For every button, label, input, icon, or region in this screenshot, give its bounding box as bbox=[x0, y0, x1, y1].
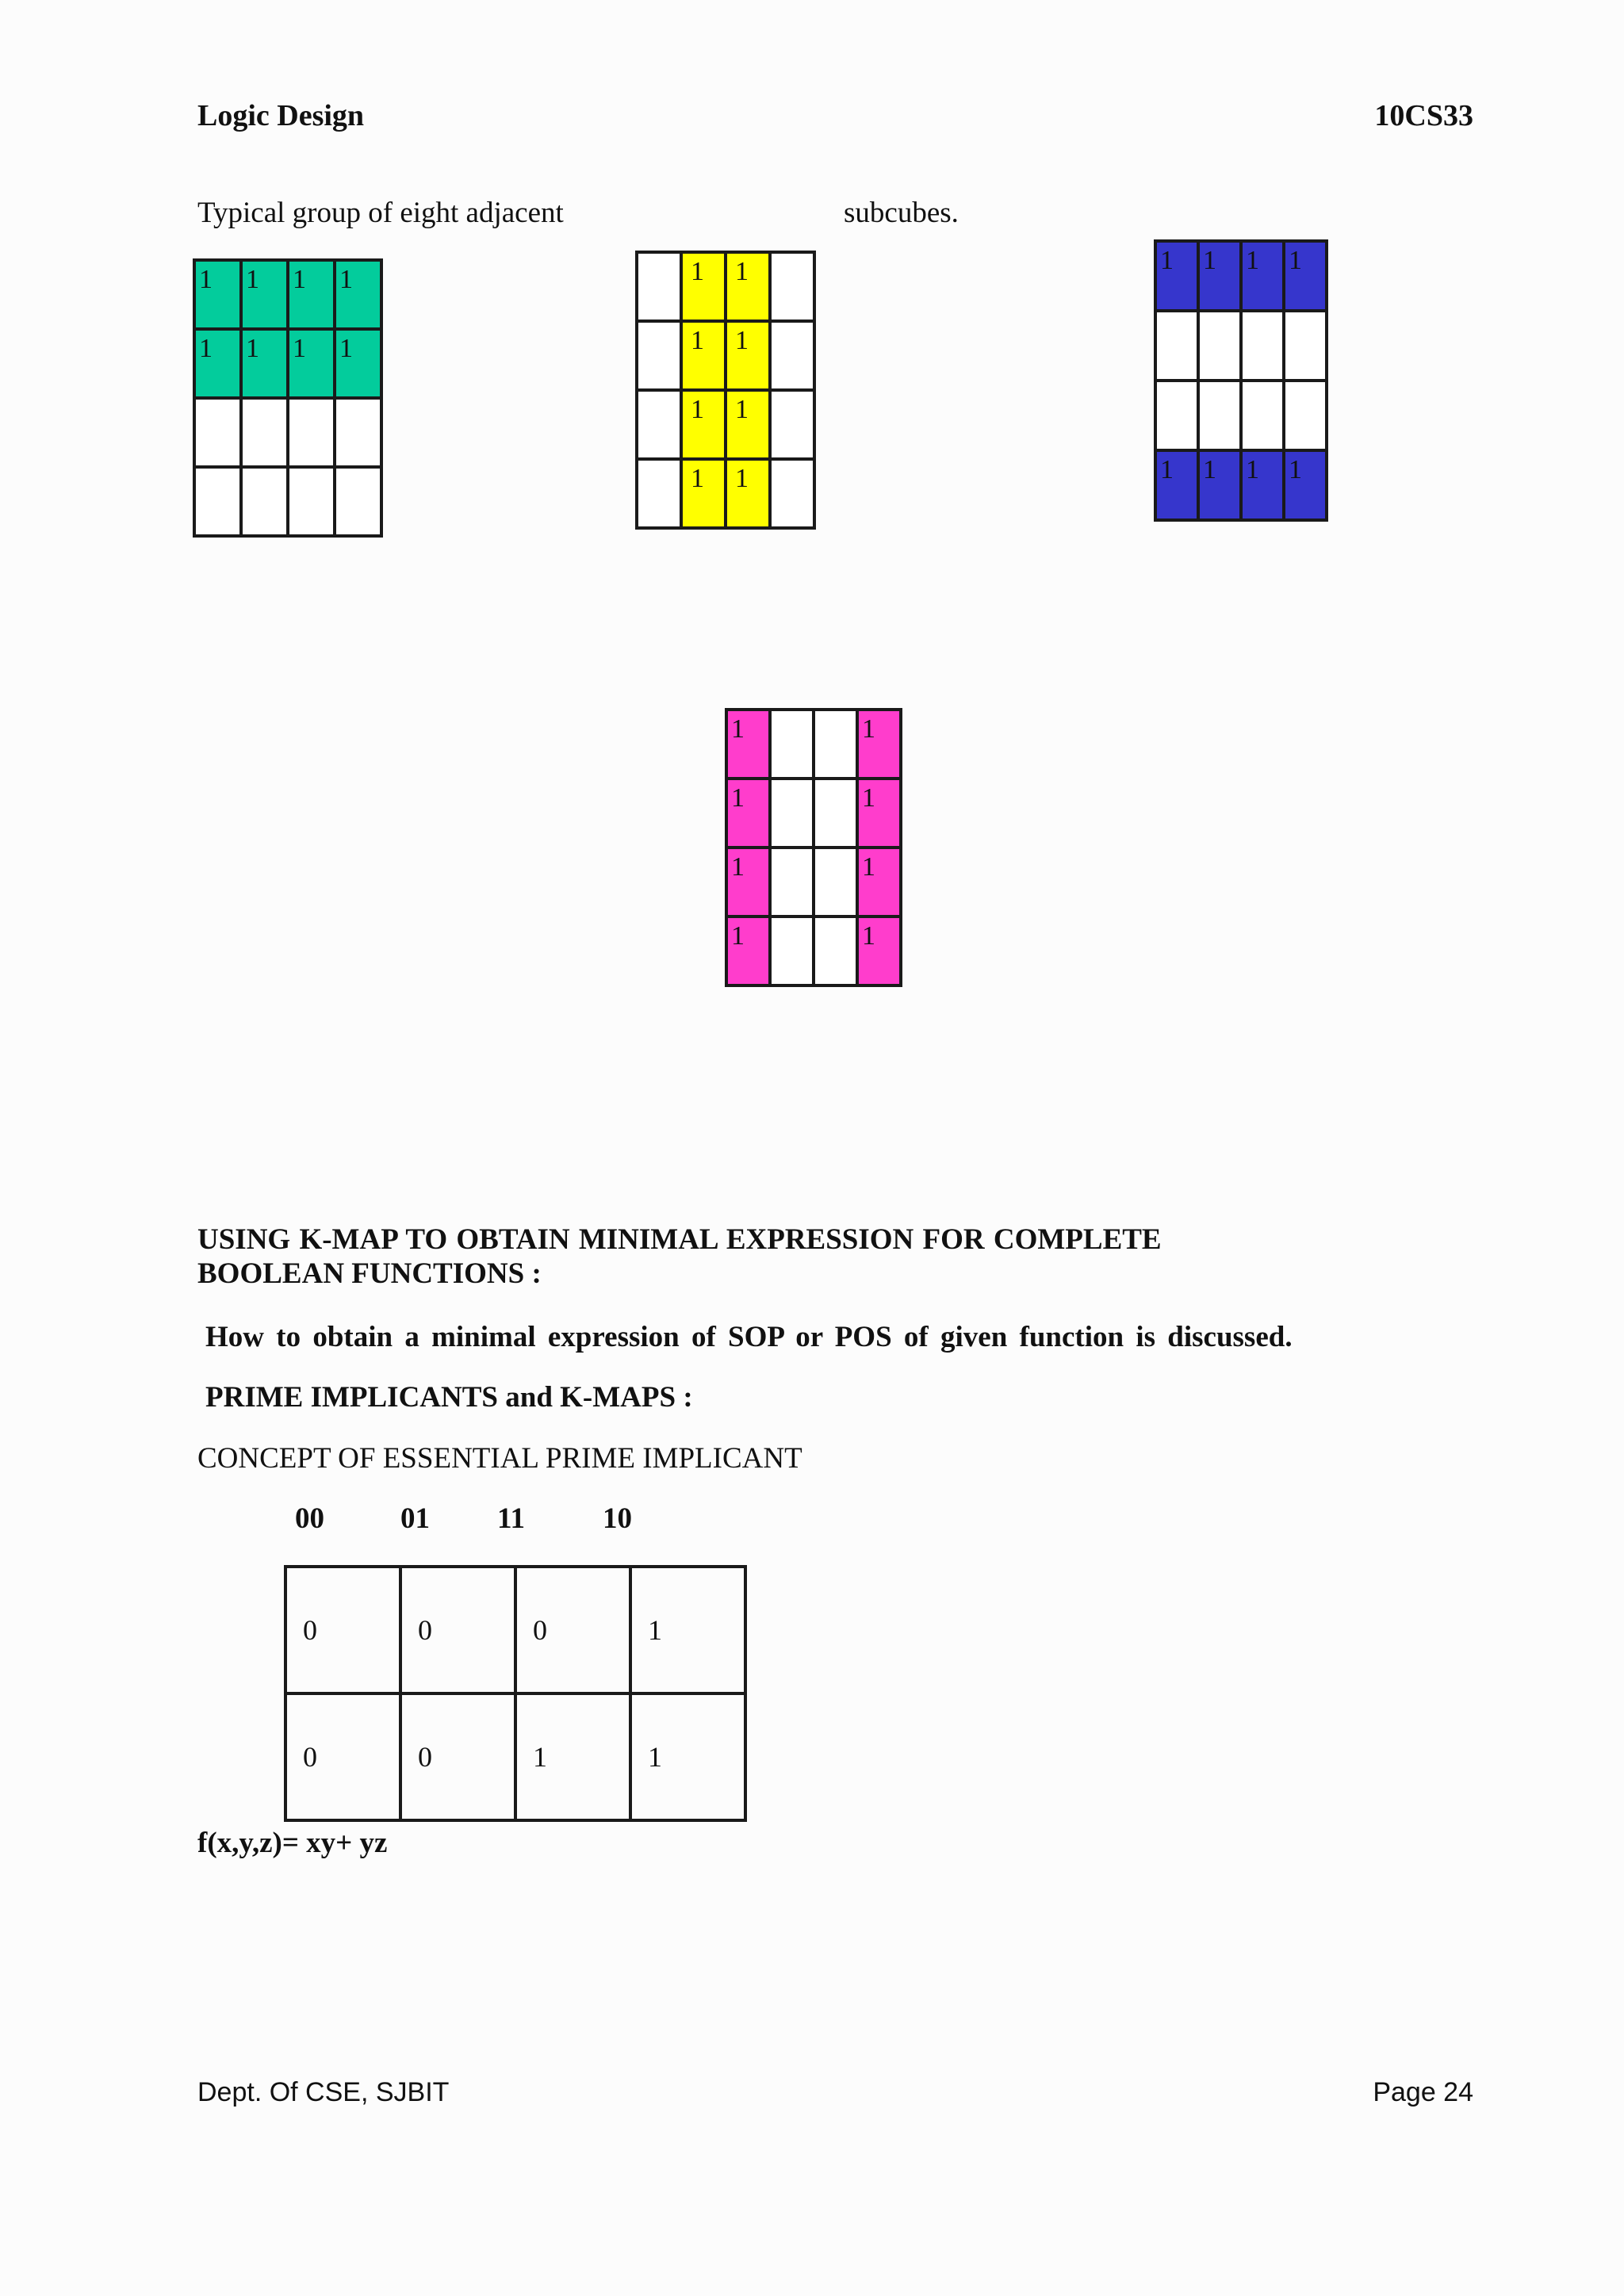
kmap-row bbox=[726, 916, 901, 985]
kmap-row bbox=[285, 1693, 745, 1820]
kmap-cell-value bbox=[638, 461, 680, 465]
kmap-cell-one bbox=[194, 260, 241, 329]
kmap-cell-one bbox=[194, 329, 241, 398]
kmap-cell-empty bbox=[1155, 311, 1198, 381]
kmap-cell-value bbox=[1200, 312, 1239, 317]
kmap-cell-value: 1 bbox=[339, 334, 353, 363]
kmap-cell-value bbox=[772, 849, 812, 854]
kmap-cell-empty bbox=[770, 848, 814, 916]
kmap-cell-value bbox=[815, 849, 856, 854]
kmap-cell-value bbox=[772, 254, 813, 258]
kmap-col-label: 00 bbox=[295, 1502, 324, 1535]
kmap-cell-value: 1 bbox=[691, 395, 704, 424]
kmap-cell-empty bbox=[637, 390, 681, 459]
intro-text-continued: subcubes. bbox=[844, 197, 959, 229]
kmap-cell-one bbox=[726, 916, 770, 985]
kmap-cell-value bbox=[243, 400, 286, 404]
section-subheading: PRIME IMPLICANTS and K-MAPS : bbox=[205, 1381, 693, 1414]
kmap-grid bbox=[284, 1565, 747, 1822]
kmap-cell-one bbox=[726, 848, 770, 916]
kmap-cell-value bbox=[1200, 382, 1239, 387]
kmap-cell-value: 1 bbox=[731, 783, 745, 813]
kmap-cell-value: 1 bbox=[1203, 455, 1216, 484]
kmap-cell bbox=[630, 1693, 745, 1820]
kmap-cell-value: 1 bbox=[731, 921, 745, 951]
green-subcube-map bbox=[193, 258, 383, 538]
blue-subcube-map bbox=[1154, 239, 1328, 522]
section-heading-line2: BOOLEAN FUNCTIONS : bbox=[197, 1257, 542, 1290]
course-code: 10CS33 bbox=[1374, 99, 1473, 132]
section-description: How to obtain a minimal expression of SOP or POS of given function is discussed. bbox=[205, 1321, 1293, 1353]
kmap-cell-value: 0 bbox=[533, 1614, 547, 1646]
kmap-cell-one bbox=[726, 252, 770, 321]
kmap-cell-value: 0 bbox=[418, 1614, 432, 1646]
kmap-cell bbox=[400, 1693, 515, 1820]
kmap-cell-empty bbox=[770, 710, 814, 779]
kmap-cell-empty bbox=[288, 467, 335, 536]
kmap-cell-empty bbox=[1241, 381, 1284, 450]
kmap-cell-value: 1 bbox=[648, 1741, 662, 1773]
kmap-cell-value: 1 bbox=[731, 714, 745, 744]
kmap-cell-value: 1 bbox=[246, 265, 259, 294]
kmap-cell-value: 1 bbox=[246, 334, 259, 363]
kmap-cell-one bbox=[726, 779, 770, 848]
kmap-cell-value bbox=[1157, 382, 1197, 387]
kmap-cell-value bbox=[243, 469, 286, 473]
kmap-cell-value: 1 bbox=[735, 464, 749, 493]
kmap-cell-empty bbox=[770, 779, 814, 848]
kmap-cell-one bbox=[1198, 241, 1241, 311]
kmap-row bbox=[194, 260, 381, 329]
kmap-cell-empty bbox=[241, 398, 288, 467]
kmap-cell-value: 1 bbox=[648, 1614, 662, 1646]
kmap-cell-one bbox=[857, 916, 901, 985]
kmap-cell-empty bbox=[770, 459, 814, 528]
pink-subcube-map bbox=[725, 708, 902, 987]
kmap-cell-value bbox=[1243, 382, 1282, 387]
kmap-cell-empty bbox=[814, 916, 857, 985]
kmap-cell-value: 1 bbox=[1160, 246, 1174, 275]
kmap-cell-value: 1 bbox=[293, 334, 306, 363]
kmap-cell-value bbox=[815, 780, 856, 785]
kmap-cell-value bbox=[336, 400, 380, 404]
kmap-row bbox=[194, 467, 381, 536]
kmap-cell-value bbox=[1285, 382, 1325, 387]
footer-department: Dept. Of CSE, SJBIT bbox=[197, 2077, 450, 2107]
kmap-cell-value: 0 bbox=[418, 1741, 432, 1773]
kmap-cell-empty bbox=[288, 398, 335, 467]
document-title: Logic Design bbox=[197, 99, 365, 132]
kmap-cell-value: 1 bbox=[1289, 455, 1302, 484]
kmap-row bbox=[726, 848, 901, 916]
kmap-cell-value: 1 bbox=[339, 265, 353, 294]
kmap-row bbox=[1155, 311, 1327, 381]
kmap-cell-value: 1 bbox=[862, 852, 875, 882]
kmap-cell-value bbox=[289, 469, 333, 473]
kmap-cell-one bbox=[681, 252, 726, 321]
kmap-row bbox=[637, 459, 814, 528]
kmap-cell-value: 1 bbox=[199, 334, 213, 363]
kmap-cell-empty bbox=[814, 710, 857, 779]
kmap-cell-one bbox=[335, 329, 381, 398]
kmap-cell-one bbox=[288, 260, 335, 329]
kmap-row bbox=[1155, 381, 1327, 450]
boolean-expression: f(x,y,z)= xy+ yz bbox=[197, 1827, 388, 1859]
kmap-cell-value bbox=[772, 711, 812, 716]
kmap-cell-value: 1 bbox=[1160, 455, 1174, 484]
kmap-cell-empty bbox=[1198, 381, 1241, 450]
kmap-cell-one bbox=[726, 321, 770, 390]
kmap-cell-empty bbox=[770, 321, 814, 390]
footer-page-number: Page 24 bbox=[1373, 2077, 1473, 2107]
kmap-cell-one bbox=[726, 459, 770, 528]
kmap-row bbox=[726, 779, 901, 848]
kmap-cell-value bbox=[772, 461, 813, 465]
kmap-cell-one bbox=[1155, 241, 1198, 311]
kmap-cell-empty bbox=[1241, 311, 1284, 381]
kmap-cell-value bbox=[336, 469, 380, 473]
kmap-cell-one bbox=[241, 329, 288, 398]
kmap-cell-one bbox=[857, 779, 901, 848]
section-heading-line1: USING K-MAP TO OBTAIN MINIMAL EXPRESSION FOR COMPLETE bbox=[197, 1223, 1162, 1256]
kmap-cell-value bbox=[289, 400, 333, 404]
kmap-cell-value: 1 bbox=[1289, 246, 1302, 275]
kmap-cell-one bbox=[1284, 450, 1327, 520]
kmap-cell-one bbox=[857, 848, 901, 916]
kmap-cell-one bbox=[857, 710, 901, 779]
kmap-cell-value: 1 bbox=[731, 852, 745, 882]
kmap-cell bbox=[400, 1567, 515, 1693]
kmap-cell-empty bbox=[1155, 381, 1198, 450]
kmap-cell bbox=[515, 1693, 630, 1820]
kmap-row bbox=[637, 390, 814, 459]
kmap-cell-empty bbox=[194, 467, 241, 536]
kmap-cell-value bbox=[815, 918, 856, 923]
kmap-cell-value bbox=[1243, 312, 1282, 317]
kmap-cell-value: 1 bbox=[533, 1741, 547, 1773]
kmap-cell-empty bbox=[241, 467, 288, 536]
kmap-cell bbox=[630, 1567, 745, 1693]
kmap-cell-value bbox=[196, 400, 239, 404]
kmap-row bbox=[1155, 241, 1327, 311]
concept-title: CONCEPT OF ESSENTIAL PRIME IMPLICANT bbox=[197, 1442, 802, 1475]
kmap-cell-one bbox=[335, 260, 381, 329]
kmap-cell-value bbox=[772, 918, 812, 923]
kmap-cell-value: 1 bbox=[691, 464, 704, 493]
kmap-row bbox=[194, 398, 381, 467]
kmap-cell-one bbox=[681, 459, 726, 528]
kmap-row bbox=[637, 321, 814, 390]
kmap-row bbox=[285, 1567, 745, 1693]
kmap-cell-empty bbox=[814, 848, 857, 916]
kmap-cell-value: 1 bbox=[691, 257, 704, 286]
kmap-cell-empty bbox=[770, 390, 814, 459]
kmap-cell-value: 0 bbox=[303, 1741, 317, 1773]
kmap-col-label: 11 bbox=[497, 1502, 525, 1535]
kmap-cell-value bbox=[772, 392, 813, 396]
kmap-cell-value: 1 bbox=[862, 921, 875, 951]
kmap-cell-one bbox=[726, 390, 770, 459]
kmap-cell-value: 1 bbox=[293, 265, 306, 294]
kmap-col-label: 10 bbox=[603, 1502, 632, 1535]
kmap-cell-value: 1 bbox=[862, 714, 875, 744]
kmap-cell-value bbox=[638, 254, 680, 258]
kmap-cell-one bbox=[1284, 241, 1327, 311]
kmap-cell-one bbox=[1241, 450, 1284, 520]
kmap-cell bbox=[515, 1567, 630, 1693]
kmap-cell-value: 1 bbox=[1203, 246, 1216, 275]
kmap-cell-value: 1 bbox=[735, 326, 749, 355]
kmap-row bbox=[726, 710, 901, 779]
kmap-cell-empty bbox=[335, 398, 381, 467]
kmap-cell-value: 1 bbox=[691, 326, 704, 355]
kmap-cell-empty bbox=[1284, 381, 1327, 450]
kmap-row bbox=[194, 329, 381, 398]
kmap-cell-value bbox=[196, 469, 239, 473]
kmap-cell-empty bbox=[770, 916, 814, 985]
kmap-cell-value: 1 bbox=[1246, 455, 1259, 484]
kmap-cell-empty bbox=[1284, 311, 1327, 381]
kmap-cell-empty bbox=[1198, 311, 1241, 381]
kmap-cell-empty bbox=[637, 252, 681, 321]
kmap-cell-one bbox=[1198, 450, 1241, 520]
kmap-cell-value bbox=[1285, 312, 1325, 317]
kmap-cell-value bbox=[1157, 312, 1197, 317]
kmap-cell-empty bbox=[770, 252, 814, 321]
kmap-cell-one bbox=[1155, 450, 1198, 520]
kmap-cell-value: 1 bbox=[1246, 246, 1259, 275]
kmap-cell-value: 1 bbox=[199, 265, 213, 294]
kmap-cell-one bbox=[726, 710, 770, 779]
kmap-row bbox=[1155, 450, 1327, 520]
kmap-cell-value: 1 bbox=[862, 783, 875, 813]
kmap-cell-value: 1 bbox=[735, 395, 749, 424]
kmap-cell-value bbox=[772, 323, 813, 327]
kmap-cell-one bbox=[241, 260, 288, 329]
kmap-cell-empty bbox=[637, 459, 681, 528]
yellow-subcube-map bbox=[635, 251, 816, 530]
kmap-cell-one bbox=[1241, 241, 1284, 311]
kmap-cell-one bbox=[288, 329, 335, 398]
kmap-cell-empty bbox=[194, 398, 241, 467]
kmap-cell-empty bbox=[637, 321, 681, 390]
kmap-cell-value: 0 bbox=[303, 1614, 317, 1646]
kmap-cell-one bbox=[681, 390, 726, 459]
kmap-row bbox=[637, 252, 814, 321]
kmap-cell-value bbox=[638, 392, 680, 396]
intro-text: Typical group of eight adjacent bbox=[197, 197, 564, 229]
kmap-cell-empty bbox=[335, 467, 381, 536]
kmap-cell-empty bbox=[814, 779, 857, 848]
kmap-cell bbox=[285, 1693, 400, 1820]
kmap-col-label: 01 bbox=[400, 1502, 430, 1535]
kmap-cell-one bbox=[681, 321, 726, 390]
kmap-cell-value: 1 bbox=[735, 257, 749, 286]
kmap-cell-value bbox=[772, 780, 812, 785]
kmap-cell-value bbox=[815, 711, 856, 716]
kmap-cell bbox=[285, 1567, 400, 1693]
kmap-cell-value bbox=[638, 323, 680, 327]
